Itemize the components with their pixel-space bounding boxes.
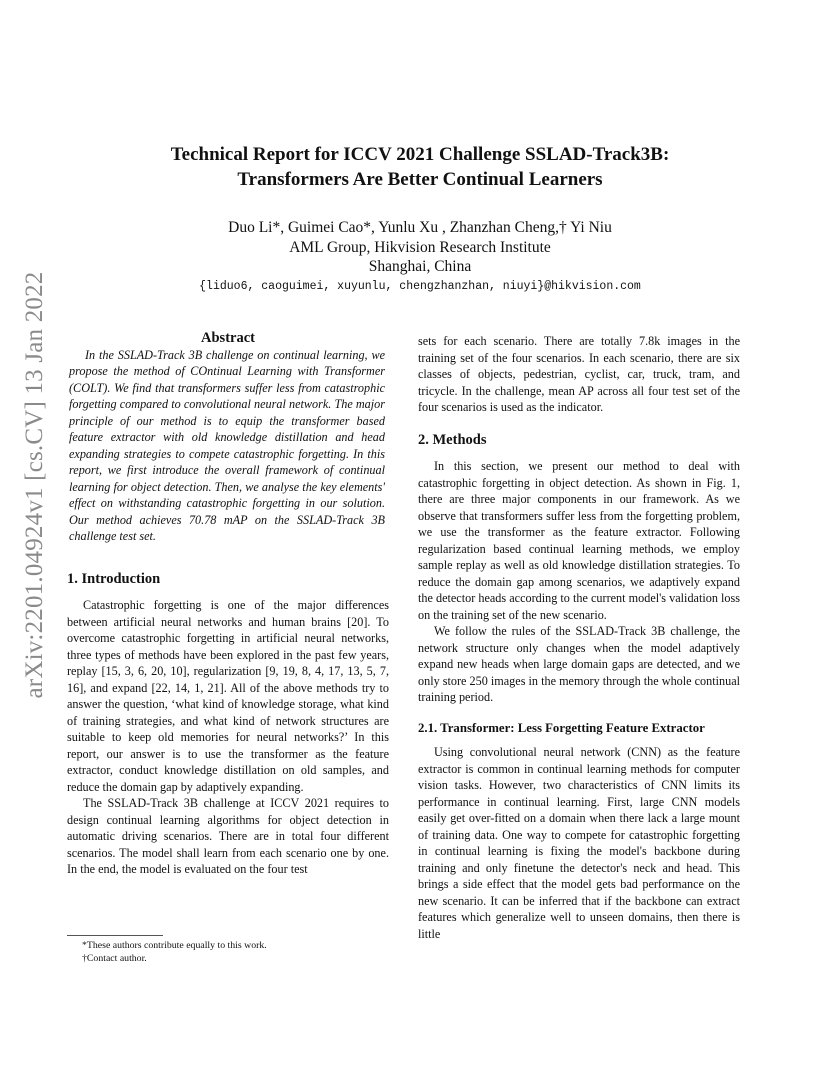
methods-heading: 2. Methods: [418, 431, 487, 448]
footnote-contact-author: †Contact author.: [82, 953, 147, 964]
dataset-paragraph: sets for each scenario. There are totally 7.8k images in the training set of the four scenarios. In each scenario, there are six classes of objects, pedestrian, cyclist, car, truck, tram, and tricycle. In the challenge, mean AP across all four test set of the four scenarios is used as the indicator.: [418, 334, 740, 414]
footnotes: [82, 939, 267, 965]
title-line-2: Transformers Are Better Continual Learners: [237, 169, 603, 190]
author-emails: {liduo6, caoguimei, xuyunlu, chengzhanzhan, niuyi}@hikvision.com: [199, 280, 641, 293]
left-column: [67, 330, 389, 878]
author-location: Shanghai, China: [368, 258, 472, 275]
abstract-heading: Abstract: [201, 330, 255, 346]
methods-paragraph-2: We follow the rules of the SSLAD-Track 3B challenge, the network structure only changes when the model adaptively expand new heads when large domain gaps are detected, and we only store 250 images in the memory through the whole continual training period.: [418, 624, 740, 704]
intro-paragraph-1: Catastrophic forgetting is one of the major differences between artificial neural networks and human brains [20]. To overcome catastrophic forgetting in artificial neural networks, three types of methods have been explored in the past few years, replay [15, 3, 6, 20, 10], regularization [9, 19, 8, 4, 17, 13, 5, 7, 16], and expand [22, 14, 1, 21]. All of the above methods try to answer the question, ‘what kind of knowledge storage, what kind of training strategies, and what kind of network structures are suitable to keep old memories for neural networks?’ In this report, our answer is to use the transformer as the feature extractor, conduct knowledge distillation on old samples, and reduce the domain gap by adaptively expanding.: [67, 598, 389, 794]
footnote-rule: [67, 935, 163, 936]
author-block: [100, 218, 740, 277]
abstract-text: In the SSLAD-Track 3B challenge on continual learning, we propose the method of COntinual Learning with Transformer (COLT). We find that transformers suffer less from catastrophic forgetting compared to convolutional neural network. The major principle of our method is to equip the transformer based feature extractor with old knowledge distillation and head expanding strategies to compete catastrophic forgetting. In this report, we first introduce the overall framework of continual learning for object detection. Then, we analyse the key elements' effect on withstanding catastrophic forgetting in our solution. Our method achieves 70.78 mAP on the SSLAD-Track 3B challenge test set.: [69, 347, 385, 543]
paper-title: [100, 142, 740, 192]
title-line-1: Technical Report for ICCV 2021 Challenge SSLAD-Track3B:: [170, 144, 670, 165]
author-names: Duo Li*, Guimei Cao*, Yunlu Xu , Zhanzhan Cheng,† Yi Niu: [228, 219, 612, 236]
subsection-heading: 2.1. Transformer: Less Forgetting Feature Extractor: [418, 720, 705, 735]
author-affiliation: AML Group, Hikvision Research Institute: [289, 238, 551, 256]
intro-paragraph-2: The SSLAD-Track 3B challenge at ICCV 2021 requires to design continual learning algorithms for object detection in automatic driving scenarios. There are in total four different scenarios. The model shall learn from each scenario one by one. In the end, the model is evaluated on the four test: [67, 796, 389, 876]
intro-heading: 1. Introduction: [67, 570, 161, 587]
methods-paragraph-1: In this section, we present our method to deal with catastrophic forgetting in object detection. As shown in Fig. 1, there are three major components in our framework. As we observe that transformers suffer less from the forgetting problem, we use the transformer as the feature extractor. Following regularization based continual learning methods, we employ sample replay as well as old knowledge distillation strategies. To reduce the domain gap among scenarios, we adaptively expand the detector heads according to the current model's validation loss on the training set of the new scenario.: [418, 459, 740, 622]
arxiv-stamp: [0, 271, 70, 699]
arxiv-id: arXiv:2201.04924v1 [cs.CV] 13 Jan 2022: [21, 271, 48, 699]
right-column: [418, 333, 740, 942]
subsection-paragraph-1: Using convolutional neural network (CNN) as the feature extractor is common in continual learning methods for computer vision tasks. However, two characteristics of CNN limits its performance in continual learning. First, large CNN models easily get over-fitted on a domain when there lack a large mount of training data. One way to compete for catastrophic forgetting in continual learning is fixing the model's backbone during training and only finetune the detector's neck and head. This brings a side effect that the model gets bad performance on the new scenario. It can be inferred that if the backbone can extract features which generalize well to unseen domains, then there is little: [418, 745, 740, 941]
footnote-equal-contribution: *These authors contribute equally to this work.: [82, 940, 267, 951]
